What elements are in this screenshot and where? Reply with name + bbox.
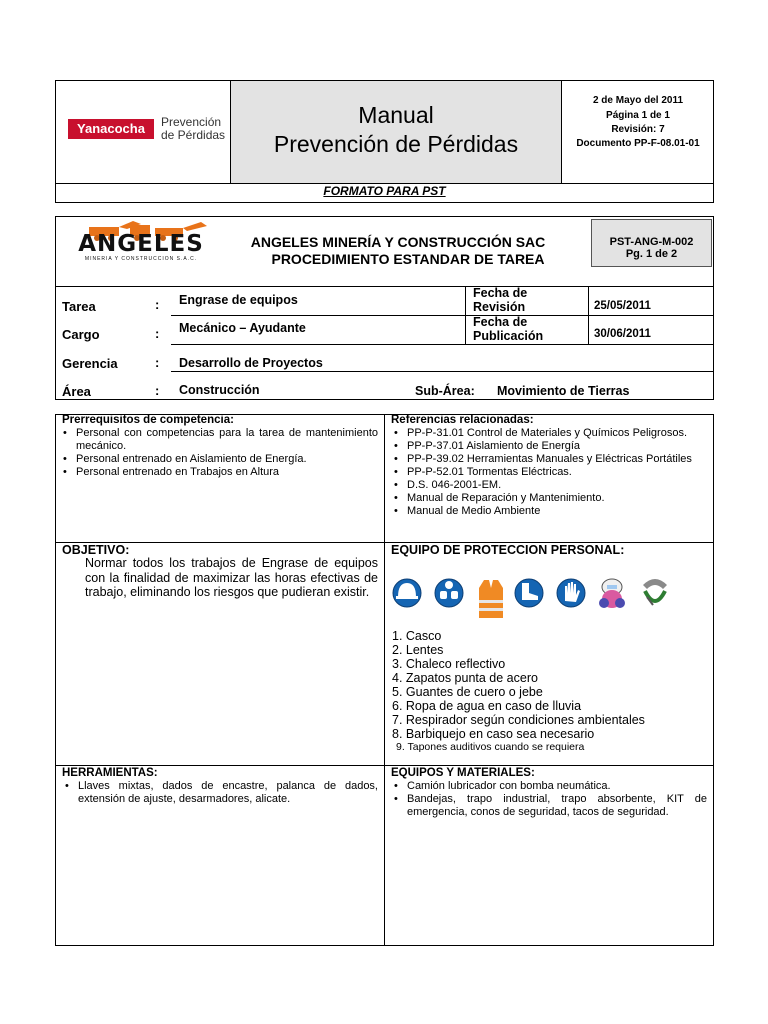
list-item: 3. Chaleco reflectivo: [392, 657, 506, 671]
angeles-logo-sub: MINERIA Y CONSTRUCCION S.A.C.: [84, 256, 198, 262]
procedure-title: PROCEDIMIENTO ESTANDAR DE TAREA: [271, 251, 545, 267]
epp-item-9: 9. Tapones auditivos cuando se requiera: [396, 741, 585, 753]
colon: :: [155, 383, 160, 398]
list-item: • Camión lubricador con bomba neumática.: [391, 780, 707, 793]
respirator-icon: [596, 571, 628, 615]
goggles-icon: [433, 571, 465, 615]
manual-subtitle: Prevención de Pérdidas: [273, 131, 519, 157]
referencias-title: Referencias relacionadas:: [391, 414, 534, 426]
prerrequisitos-list: [60, 427, 378, 479]
fecha-revision-value: 25/05/2011: [594, 300, 651, 312]
list-item: 1. Casco: [392, 629, 442, 643]
doc-date: 2 de Mayo del 2011: [592, 95, 684, 106]
colon: :: [155, 326, 160, 341]
list-item: • PP-P-39.02 Herramientas Manuales y Eléctricas Portátiles: [391, 453, 707, 466]
equipos-list: [391, 780, 707, 819]
boots-icon: [513, 571, 545, 615]
gerencia-label: Gerencia: [62, 356, 118, 371]
referencias-list: [391, 427, 707, 518]
list-item: 6. Ropa de agua en caso de lluvia: [392, 699, 582, 713]
area-label: Área: [62, 384, 91, 399]
colon: :: [155, 355, 160, 370]
herramientas-title: HERRAMIENTAS:: [62, 767, 158, 779]
colon: :: [155, 297, 160, 312]
area-value: Construcción: [179, 383, 260, 397]
logo-line1: Prevención: [161, 115, 222, 129]
epp-list: [392, 629, 708, 741]
yanacocha-logo: Yanacocha: [68, 119, 154, 139]
list-item: • PP-P-31.01 Control de Materiales y Químicos Peligrosos.: [391, 427, 707, 440]
tarea-value: Engrase de equipos: [179, 293, 298, 307]
subarea-label: Sub-Área:: [415, 384, 475, 398]
list-item: • Manual de Medio Ambiente: [391, 505, 707, 518]
list-item: • PP-P-37.01 Aislamiento de Energía: [391, 440, 707, 453]
logo-line2: de Pérdidas: [161, 128, 226, 142]
chinstrap-icon: [637, 571, 673, 615]
list-item: • Llaves mixtas, dados de encastre, palanca de dados, extensión de ajuste, desarmadores, alicate.: [62, 780, 378, 806]
format-title: FORMATO PARA PST: [323, 184, 446, 198]
objetivo-title: OBJETIVO:: [62, 543, 130, 557]
list-item: • Personal con competencias para la tarea de mantenimiento mecánico.: [60, 427, 378, 453]
company-name: ANGELES MINERÍA Y CONSTRUCCIÓN SAC: [250, 234, 546, 250]
doc-revision: Revisión: 7: [611, 124, 665, 135]
helmet-icon: [391, 571, 423, 615]
tarea-label: Tarea: [62, 299, 96, 314]
subarea-value: Movimiento de Tierras: [497, 384, 630, 398]
epp-title: EQUIPO DE PROTECCION PERSONAL:: [391, 543, 625, 557]
objetivo-text: Normar todos los trabajos de Engrase de equipos con la finalidad de maximizar las horas efectivas de trabajo, eliminando los riesgos que pudieran existir.: [85, 556, 378, 599]
list-item: • Personal entrenado en Trabajos en Altura: [60, 466, 378, 479]
list-item: 2. Lentes: [392, 643, 444, 657]
gerencia-value: Desarrollo de Proyectos: [179, 356, 323, 370]
prerrequisitos-title: Prerrequisitos de competencia:: [62, 414, 234, 426]
list-item: 7. Respirador según condiciones ambientales: [392, 713, 645, 727]
procedure-page: Pg. 1 de 2: [625, 248, 678, 260]
fecha-publicacion-label: Fecha de Publicación: [473, 315, 544, 343]
fecha-revision-label: Fecha de Revisión: [473, 286, 528, 314]
angeles-logo: ANGELES: [78, 231, 204, 257]
list-item: • Personal entrenado en Aislamiento de Energía.: [60, 453, 378, 466]
cargo-value: Mecánico – Ayudante: [179, 321, 306, 335]
doc-number: Documento PP-F-08.01-01: [576, 138, 700, 149]
list-item: • D.S. 046-2001-EM.: [391, 479, 707, 492]
doc-page: Página 1 de 1: [606, 110, 670, 121]
vest-icon: [477, 578, 505, 620]
list-item: • PP-P-52.01 Tormentas Eléctricas.: [391, 466, 707, 479]
list-item: • Manual de Reparación y Mantenimiento.: [391, 492, 707, 505]
list-item: 5. Guantes de cuero o jebe: [392, 685, 543, 699]
fecha-publicacion-value: 30/06/2011: [594, 328, 651, 340]
procedure-code: PST-ANG-M-002: [609, 236, 694, 248]
cargo-label: Cargo: [62, 327, 100, 342]
herramientas-list: [62, 780, 378, 806]
manual-title: Manual: [358, 102, 434, 128]
list-item: 8. Barbiquejo en caso sea necesario: [392, 727, 595, 741]
equipos-title: EQUIPOS Y MATERIALES:: [391, 767, 535, 779]
list-item: • Bandejas, trapo industrial, trapo absorbente, KIT de emergencia, conos de seguridad, tacos de seguridad.: [391, 793, 707, 819]
list-item: 4. Zapatos punta de acero: [392, 671, 538, 685]
gloves-icon: [555, 571, 587, 615]
